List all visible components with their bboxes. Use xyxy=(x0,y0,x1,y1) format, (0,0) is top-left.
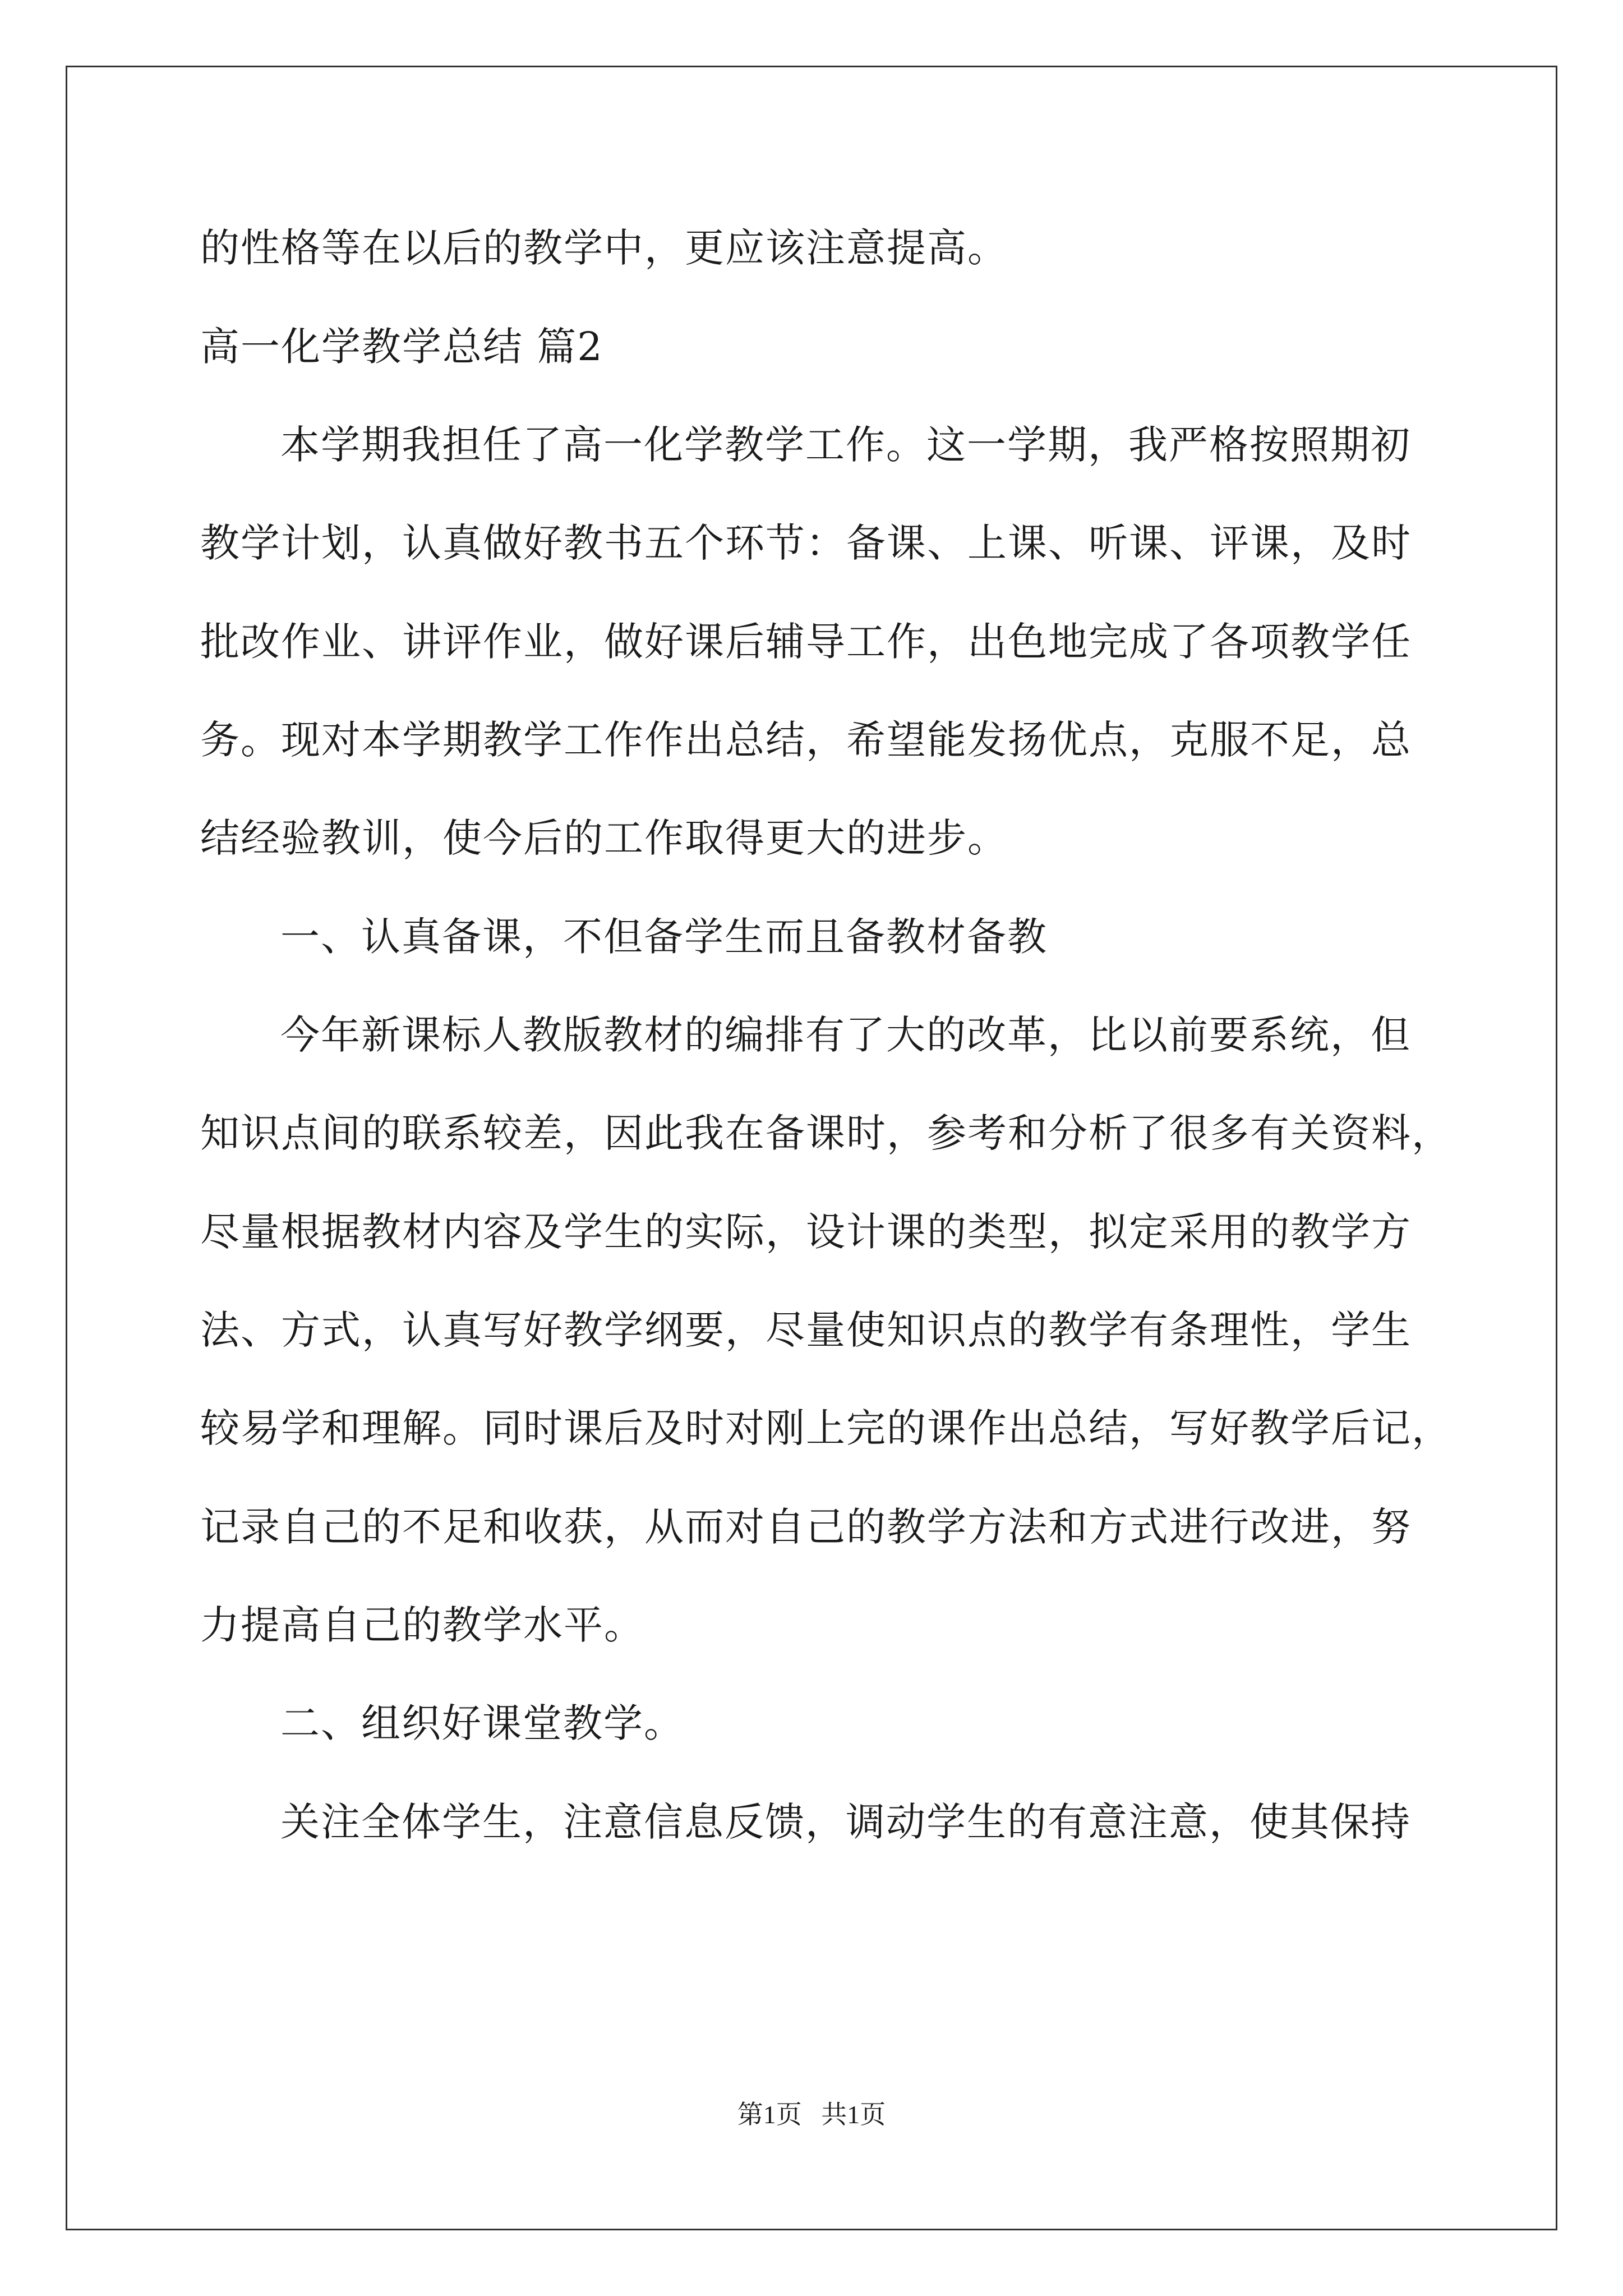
paragraph-line: 关注全体学生，注意信息反馈，调动学生的有意注意，使其保持 xyxy=(280,1799,1411,1845)
paragraph-line: 力提高自己的教学水平。 xyxy=(200,1602,644,1648)
body-text-line: 的性格等在以后的教学中，更应该注意提高。 xyxy=(200,225,1008,271)
paragraph-line: 结经验教训，使今后的工作取得更大的进步。 xyxy=(200,815,1008,861)
paragraph-line: 较易学和理解。同时课后及时对刚上完的课作出总结，写好教学后记， xyxy=(200,1405,1452,1451)
paragraph-line: 法、方式，认真写好教学纲要，尽量使知识点的教学有条理性，学生 xyxy=(200,1307,1412,1353)
paragraph-line: 今年新课标人教版教材的编排有了大的改革，比以前要系统，但 xyxy=(280,1012,1411,1058)
paragraph-line: 知识点间的联系较差，因此我在备课时，参考和分析了很多有关资料， xyxy=(200,1110,1452,1156)
subheading-line: 二、组织好课堂教学。 xyxy=(280,1700,684,1746)
page-footer: 第1页 共1页 xyxy=(737,2100,886,2129)
paragraph-line: 教学计划，认真做好教书五个环节：备课、上课、听课、评课，及时 xyxy=(200,520,1412,566)
paragraph-line: 务。现对本学期教学工作作出总结，希望能发扬优点，克服不足，总 xyxy=(200,717,1412,763)
paragraph-line: 批改作业、讲评作业，做好课后辅导工作，出色地完成了各项教学任 xyxy=(200,619,1412,665)
paragraph-line: 记录自己的不足和收获，从而对自己的教学方法和方式进行改进，努 xyxy=(200,1504,1412,1550)
paragraph-line: 尽量根据教材内容及学生的实际，设计课的类型，拟定采用的教学方 xyxy=(200,1209,1412,1255)
paragraph-line: 本学期我担任了高一化学教学工作。这一学期，我严格按照期初 xyxy=(280,422,1411,468)
section-heading: 高一化学教学总结 篇2 xyxy=(200,324,603,370)
subheading-line: 一、认真备课，不但备学生而且备教材备教 xyxy=(280,914,1048,960)
